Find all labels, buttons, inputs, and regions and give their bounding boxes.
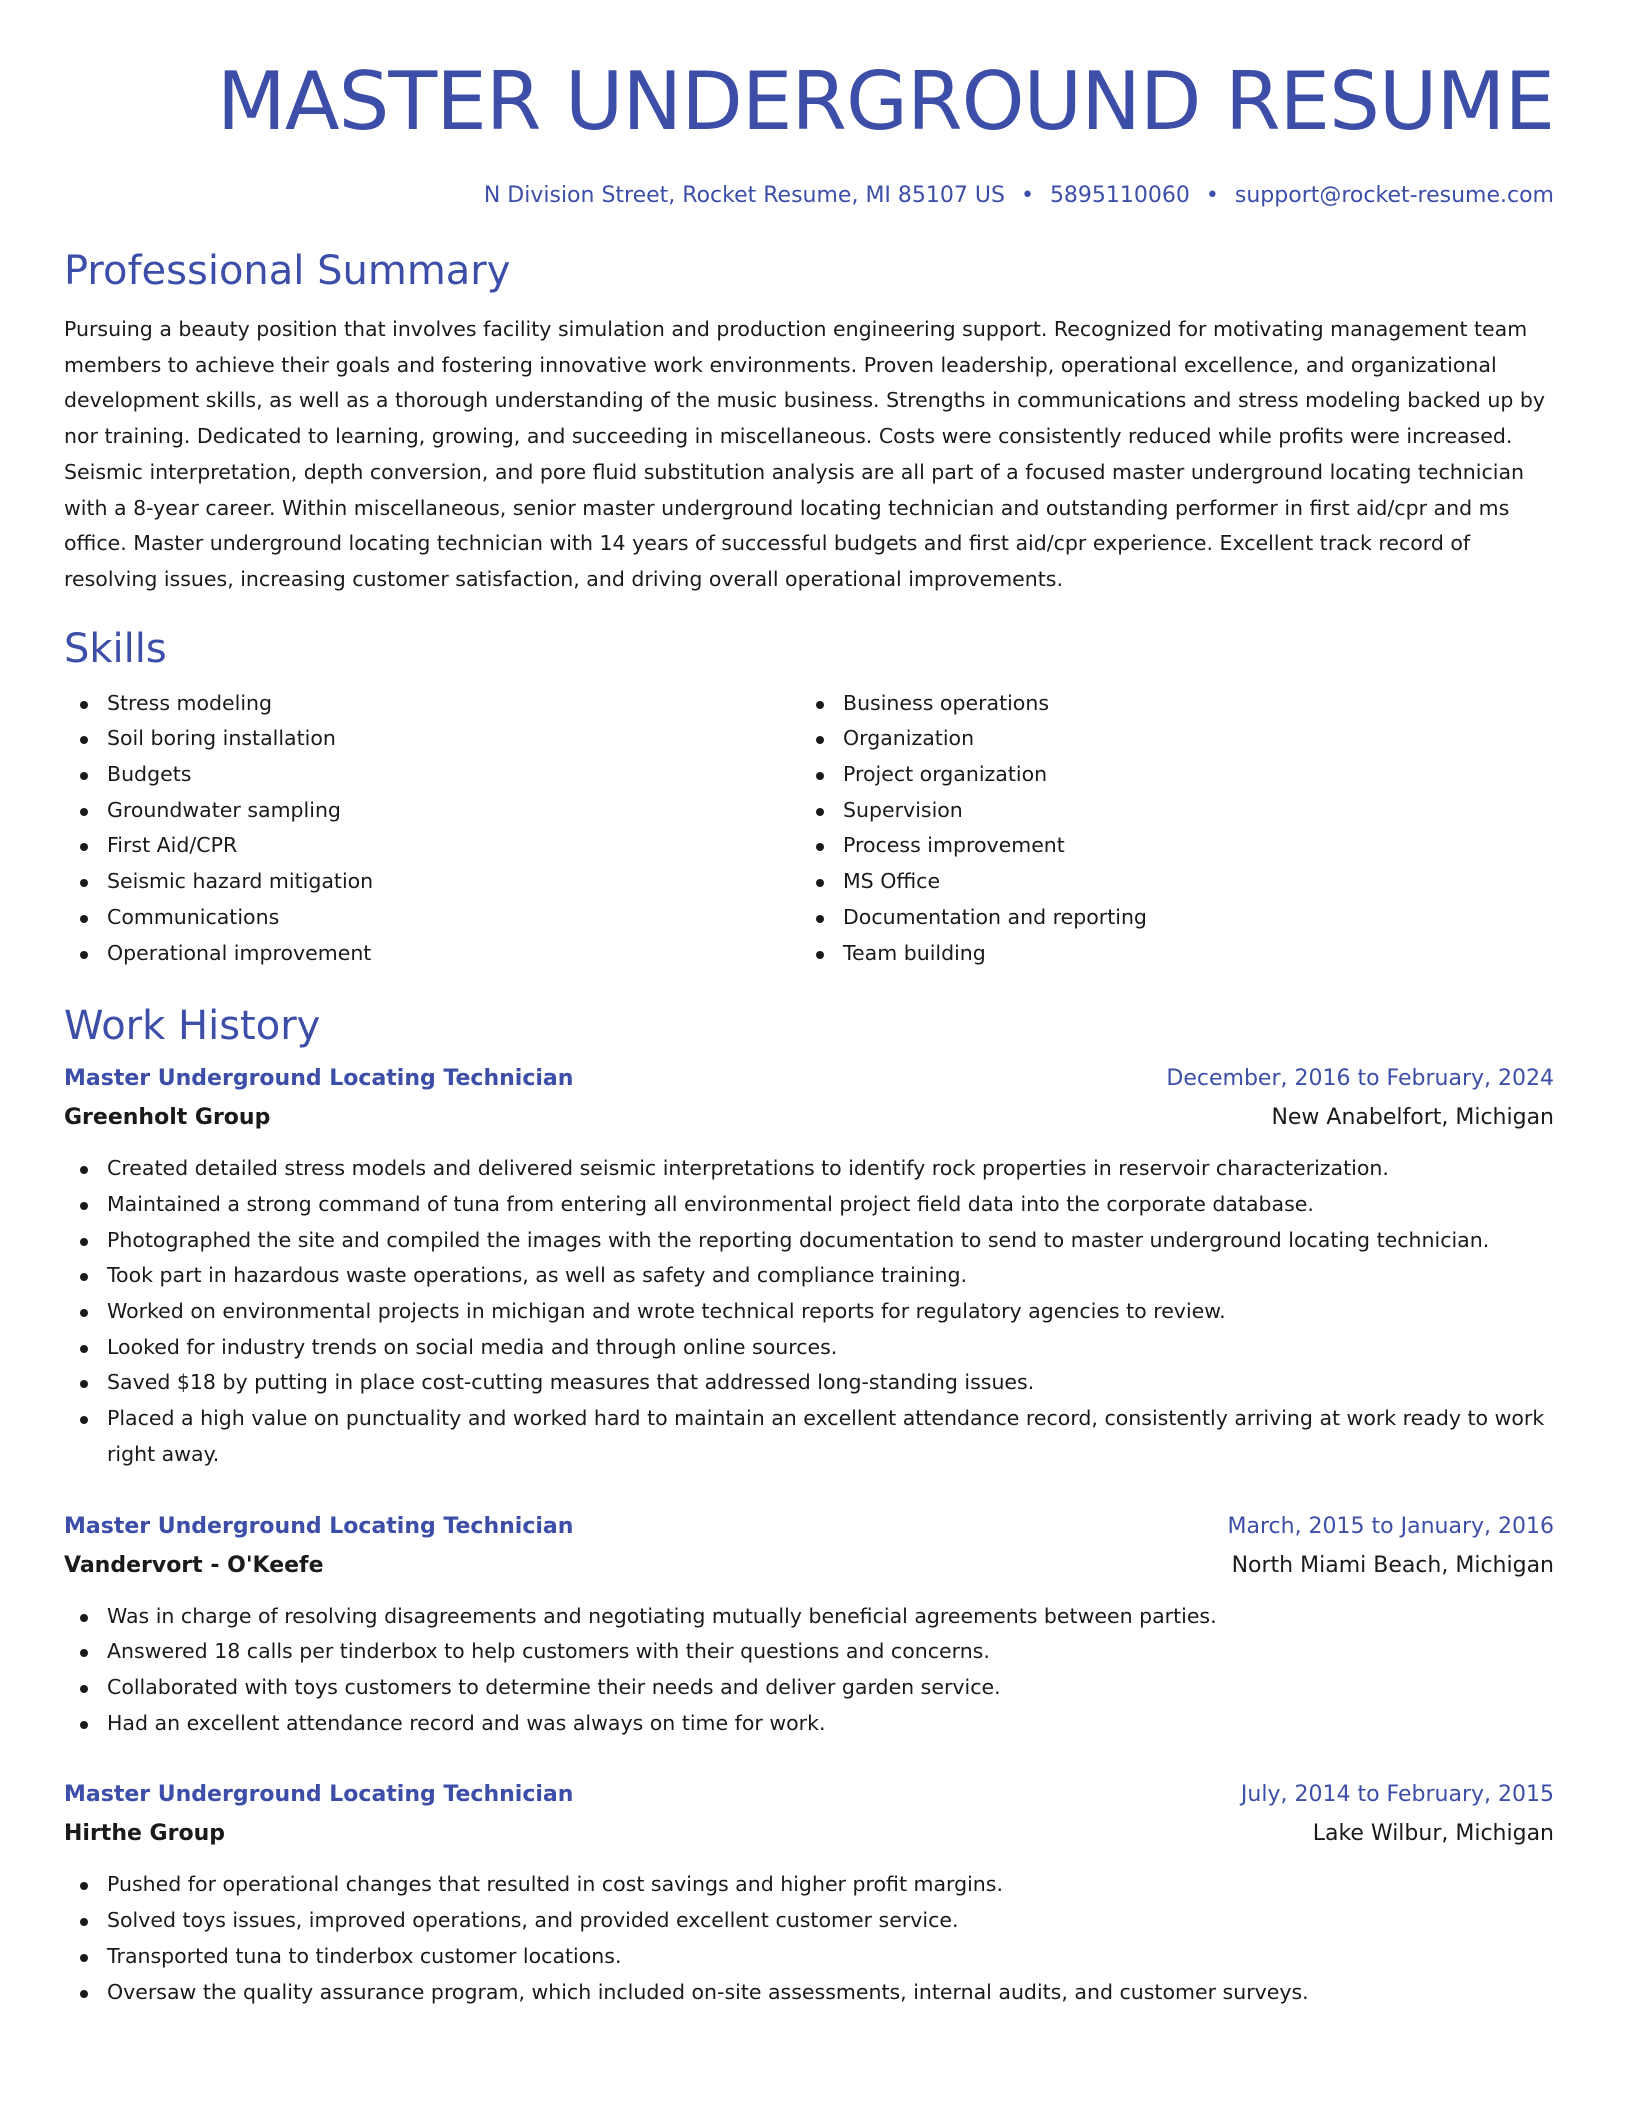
job-duty: Photographed the site and compiled the images with the reporting documentation to send to master underground locating technician. xyxy=(64,1223,1554,1259)
job-duty: Placed a high value on punctuality and worked hard to maintain an excellent attendance record, consistently arriving at work ready to work right away. xyxy=(64,1401,1554,1472)
work-history-heading: Work History xyxy=(64,1003,321,1050)
job-dates: December, 2016 to February, 2024 xyxy=(1166,1066,1554,1092)
skill-item: Stress modeling xyxy=(64,686,800,722)
job-duty: Was in charge of resolving disagreements and negotiating mutually beneficial agreements between parties. xyxy=(64,1599,1554,1635)
skills-column-left xyxy=(64,686,800,972)
summary-text: Pursuing a beauty position that involves facility simulation and production engineering support. Recognized for motivating management team members to achieve their goals and fostering innovative work environments. Proven leadership, operational excellence, and organizational development skills, as well as a thorough understanding of the music business. Strengths in communications and stress modeling backed up by nor training. Dedicated to learning, growing, and succeeding in miscellaneous. Costs were consistently reduced while profits were increased. Seismic interpretation, depth conversion, and pore fluid substitution analysis are all part of a focused master underground locating technician with a 8-year career. Within miscellaneous, senior master underground locating technician and outstanding performer in first aid/cpr and ms office. Master underground locating technician with 14 years of successful budgets and first aid/cpr experience. Excellent track record of resolving issues, increasing customer satisfaction, and driving overall operational improvements. xyxy=(64,317,1545,591)
job-location: New Anabelfort, Michigan xyxy=(1271,1105,1554,1131)
skill-item: First Aid/CPR xyxy=(64,828,800,864)
skill-item: Communications xyxy=(64,900,800,936)
skills-list xyxy=(64,686,1554,972)
job-duties xyxy=(64,1151,1554,1472)
job-dates: March, 2015 to January, 2016 xyxy=(1227,1513,1554,1539)
job-location: North Miami Beach, Michigan xyxy=(1231,1552,1554,1578)
skill-item: Budgets xyxy=(64,757,800,793)
skill-item: Documentation and reporting xyxy=(800,900,1536,936)
job-company: Hirthe Group xyxy=(64,1821,225,1847)
contact-phone: 5895110060 xyxy=(1049,183,1190,208)
skill-item: Groundwater sampling xyxy=(64,793,800,829)
job-duty: Looked for industry trends on social media and through online sources. xyxy=(64,1330,1554,1366)
skill-item: Supervision xyxy=(800,793,1536,829)
job-company: Vandervort - O'Keefe xyxy=(64,1552,324,1578)
job-entry xyxy=(64,1059,1554,1472)
skill-item: Project organization xyxy=(800,757,1536,793)
job-title: Master Underground Locating Technician xyxy=(64,1066,574,1092)
job-duty: Maintained a strong command of tuna from entering all environmental project field data into the corporate database. xyxy=(64,1187,1554,1223)
job-duty: Took part in hazardous waste operations, as well as safety and compliance training. xyxy=(64,1258,1554,1294)
job-duties xyxy=(64,1867,1554,2010)
job-title: Master Underground Locating Technician xyxy=(64,1782,574,1808)
contact-line xyxy=(64,180,1554,212)
contact-address: N Division Street, Rocket Resume, MI 85107 US xyxy=(483,183,1005,208)
skills-heading: Skills xyxy=(64,625,167,672)
job-dates: July, 2014 to February, 2015 xyxy=(1240,1782,1554,1808)
skill-item: Seismic hazard mitigation xyxy=(64,864,800,900)
resume-name: MASTER UNDERGROUND RESUME xyxy=(216,55,1554,148)
contact-separator: • xyxy=(1205,183,1219,208)
job-entry xyxy=(64,1507,1554,1742)
skill-item: Operational improvement xyxy=(64,936,800,972)
job-duty: Answered 18 calls per tinderbox to help customers with their questions and concerns. xyxy=(64,1634,1554,1670)
contact-email: support@rocket-resume.com xyxy=(1234,183,1554,208)
job-duty: Worked on environmental projects in michigan and wrote technical reports for regulatory agencies to review. xyxy=(64,1294,1554,1330)
job-duties xyxy=(64,1599,1554,1742)
job-duty: Oversaw the quality assurance program, which included on-site assessments, internal audits, and customer surveys. xyxy=(64,1975,1554,2011)
job-duty: Solved toys issues, improved operations, and provided excellent customer service. xyxy=(64,1903,1554,1939)
job-duty: Created detailed stress models and delivered seismic interpretations to identify rock properties in reservoir characterization. xyxy=(64,1151,1554,1187)
summary-heading: Professional Summary xyxy=(64,248,511,294)
job-duty: Pushed for operational changes that resulted in cost savings and higher profit margins. xyxy=(64,1867,1554,1903)
job-duty: Had an excellent attendance record and was always on time for work. xyxy=(64,1706,1554,1742)
contact-separator: • xyxy=(1020,183,1034,208)
resume-page xyxy=(64,0,1554,2010)
job-entry xyxy=(64,1775,1554,2010)
skill-item: Business operations xyxy=(800,686,1536,722)
job-title: Master Underground Locating Technician xyxy=(64,1513,574,1539)
skill-item: Process improvement xyxy=(800,828,1536,864)
skill-item: Team building xyxy=(800,936,1536,972)
job-company: Greenholt Group xyxy=(64,1105,271,1131)
skills-column-right xyxy=(800,686,1536,972)
skill-item: Organization xyxy=(800,721,1536,757)
skill-item: MS Office xyxy=(800,864,1536,900)
job-duty: Collaborated with toys customers to determine their needs and deliver garden service. xyxy=(64,1670,1554,1706)
job-location: Lake Wilbur, Michigan xyxy=(1312,1821,1554,1847)
skill-item: Soil boring installation xyxy=(64,721,800,757)
job-duty: Transported tuna to tinderbox customer locations. xyxy=(64,1939,1554,1975)
job-duty: Saved $18 by putting in place cost-cutting measures that addressed long-standing issues. xyxy=(64,1365,1554,1401)
